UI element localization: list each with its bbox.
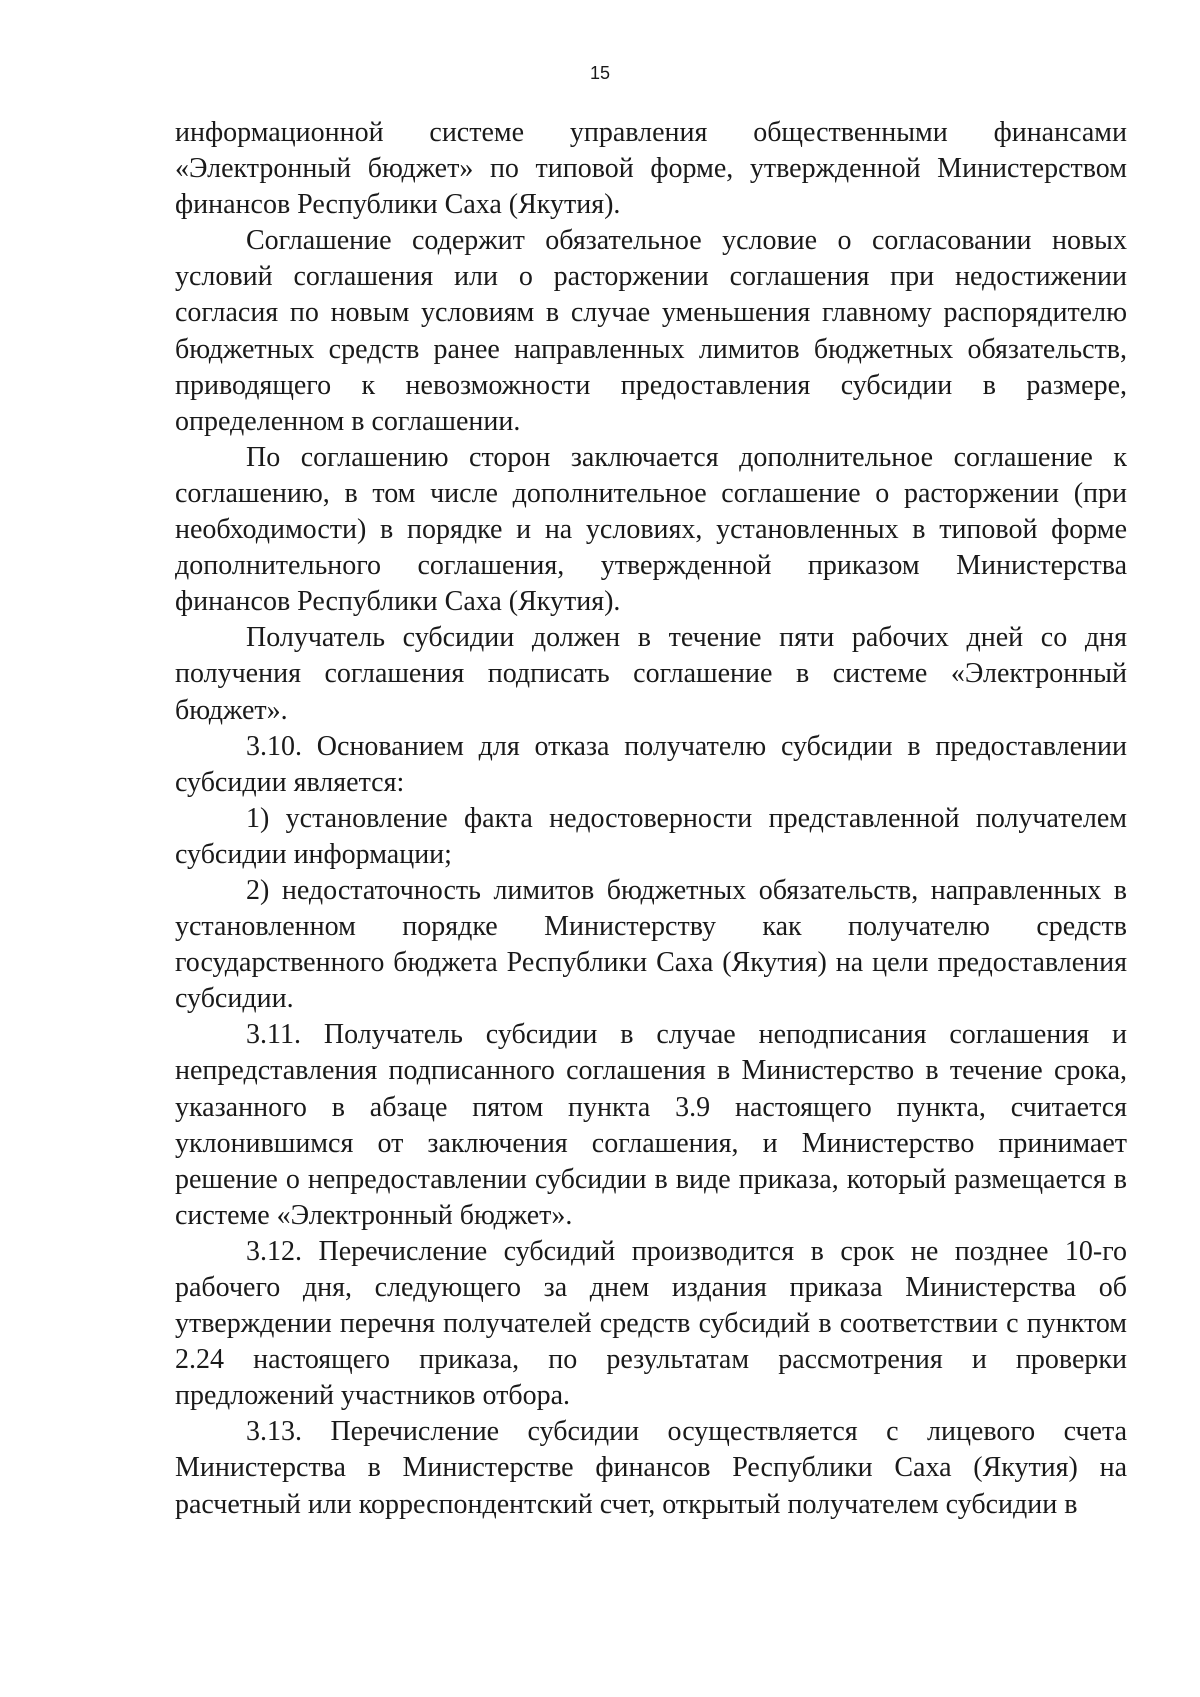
paragraph-continuation: информационной системе управления общественными финансами «Электронный бюджет» по типовой форме, утвержденной Министерством финансов Республики Саха (Якутия). (175, 117, 1127, 221)
paragraph-signing-deadline: Получатель субсидии должен в течение пяти рабочих дней со дня получения соглашения подписать соглашение в системе «Электронный бюджет». (175, 622, 1127, 726)
paragraph-3-13: 3.13. Перечисление субсидии осуществляется с лицевого счета Министерства в Министерстве финансов Республики Саха (Якутия) на расчетный или корреспондентский счет, открытый получателем субсидии в (175, 1416, 1127, 1520)
page-number: 15 (589, 63, 611, 83)
paragraph-3-10: 3.10. Основанием для отказа получателю субсидии в предоставлении субсидии является: (175, 730, 1127, 798)
list-item-2: 2) недостаточность лимитов бюджетных обязательств, направленных в установленном порядке Министерству как получателю средств государственного бюджета Республики Саха (Якутия) на цели предоставления субсидии. (175, 874, 1127, 1015)
paragraph-additional-agreement: По соглашению сторон заключается дополнительное соглашение к соглашению, в том числе дополнительное соглашение о расторжении (при необходимости) в порядке и на условиях, установленных в типовой форме дополнительного соглашения, утвержденной приказом Министерства финансов Республики Саха (Якутия). (175, 441, 1127, 618)
paragraph-3-11: 3.11. Получатель субсидии в случае неподписания соглашения и непредставления подписанного соглашения в Министерство в течение срока, указанного в абзаце пятом пункта 3.9 настоящего пункта, считается уклонившимся от заключения соглашения, и Министерство принимает решение о непредоставлении субсидии в виде приказа, который размещается в системе «Электронный бюджет». (175, 1019, 1127, 1231)
paragraph-agreement-conditions: Соглашение содержит обязательное условие о согласовании новых условий соглашения или о расторжении соглашения при недостижении согласия по новым условиям в случае уменьшения главному распорядителю бюджетных средств ранее направленных лимитов бюджетных обязательств, приводящего к невозможности предоставления субсидии в размере, определенном в соглашении. (175, 225, 1127, 437)
paragraph-3-12: 3.12. Перечисление субсидий производится в срок не позднее 10-го рабочего дня, следующего за днем издания приказа Министерства об утверждении перечня получателей средств субсидий в соответствии с пунктом 2.24 настоящего приказа, по результатам рассмотрения и проверки предложений участников отбора. (175, 1235, 1127, 1412)
list-item-1: 1) установление факта недостоверности представленной получателем субсидии информации; (175, 802, 1127, 870)
document-body (175, 115, 1127, 1523)
